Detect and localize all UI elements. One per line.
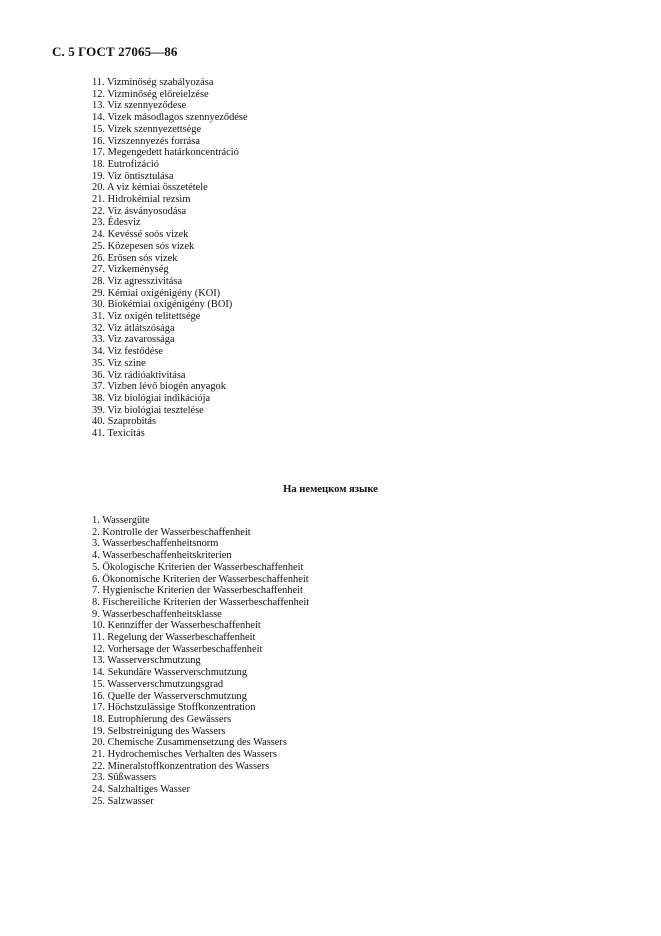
list-item: 14. Vizek másodlagos szennyeződése: [92, 112, 248, 124]
list-item: 32. Viz átlátszósága: [92, 322, 175, 334]
list-item: 24. Kevéssé soós vizek: [92, 229, 189, 241]
list-item: 29. Kémiai oxigénigény (KOI): [92, 287, 221, 299]
list-item: 25. Salzwasser: [92, 795, 154, 807]
page-header: С. 5 ГОСТ 27065—86: [52, 44, 178, 59]
list-item: 35. Viz szine: [92, 357, 146, 369]
list-item: 21. Hidrokémial rezsim: [92, 194, 191, 206]
list-item: 4. Wasserbeschaffenheitskriterien: [92, 550, 232, 562]
list-item: 36. Viz rádióaktivitása: [92, 369, 186, 381]
list-item: 31. Viz oxigén telitettsége: [92, 311, 201, 323]
list-item: 20. A viz kémiai összetétele: [92, 182, 208, 194]
list-item: 23. Édesviz: [92, 217, 141, 229]
list-item: 9. Wasserbeschaffenheitsklasse: [92, 608, 222, 620]
list-item: 30. Biokémiai oxigénigény (BOI): [92, 299, 233, 311]
list-item: 7. Hygienische Kriterien der Wasserbeschaffenheit: [92, 585, 303, 597]
list-item: 22. Mineralstoffkonzentration des Wassers: [92, 760, 270, 772]
list-item: 16. Vizszennyezés forrása: [92, 135, 200, 147]
list-item: 33. Viz zavarossága: [92, 334, 175, 346]
list-item: 15. Wasserverschmutzungsgrad: [92, 678, 224, 690]
list-item: 20. Chemische Zusammensetzung des Wassers: [92, 737, 287, 749]
list-item: 22. Viz ásványosodása: [92, 205, 187, 217]
list-item: 10. Kennziffer der Wasserbeschaffenheit: [92, 620, 261, 632]
list-item: 8. Fischereiliche Kriterien der Wasserbeschaffenheit: [92, 596, 310, 608]
list-item: 5. Ökologische Kriterien der Wasserbeschaffenheit: [92, 561, 304, 573]
list-item: 13. Viz szennyeződese: [92, 100, 187, 112]
list-item: 28. Viz agresszivitása: [92, 275, 183, 287]
list-item: 11. Vizminőség szabályozása: [92, 77, 214, 88]
list-item: 27. Vizkeménység: [92, 264, 169, 276]
list-item: 41. Texicitás: [92, 428, 145, 440]
list-item: 25. Közepesen sós vizek: [92, 240, 195, 252]
list-item: 12. Vizminőség előreielzése: [92, 88, 209, 100]
list-item: 17. Megengedett határkoncentráció: [92, 147, 239, 159]
list-item: 14. Sekundäre Wasserverschmutzung: [92, 667, 248, 679]
list-item: 11. Regelung der Wasserbeschaffenheit: [92, 632, 256, 644]
list-item: 15. Vizek szennyezettsége: [92, 123, 202, 135]
list-item: 18. Eutrophierung des Gewässers: [92, 713, 232, 725]
list-item: 34. Viz festődése: [92, 346, 164, 358]
list-item: 6. Ökonomische Kriterien der Wasserbeschaffenheit: [92, 573, 309, 585]
list-item: 37. Vizben lévő biogén anyagok: [92, 381, 226, 393]
list-item: 2. Kontrolle der Wasserbeschaffenheit: [92, 526, 251, 538]
list-item: 39. Viz biológiai tesztelése: [92, 404, 204, 416]
list-item: 38. Viz biológiai indikációja: [92, 392, 211, 404]
list-item: 17. Höchstzulässige Stoffkonzentration: [92, 702, 256, 714]
list-item: 16. Quelle der Wasserverschmutzung: [92, 690, 247, 702]
list-item: 12. Vorhersage der Wasserbeschaffenheit: [92, 643, 263, 655]
hungarian-terms-list: [92, 77, 248, 440]
list-item: 23. Süßwassers: [92, 772, 157, 784]
list-item: 40. Szaprobitás: [92, 416, 157, 428]
list-item: 1. Wassergüte: [92, 515, 150, 526]
list-item: 19. Viz öntisztulása: [92, 170, 174, 182]
german-section-heading: На немецком языке: [283, 484, 378, 495]
list-item: 24. Salzhaltiges Wasser: [92, 784, 190, 796]
list-item: 13. Wasserverschmutzung: [92, 655, 201, 667]
list-item: 3. Wasserbeschaffenheitsnorm: [92, 538, 219, 550]
german-terms-list: [92, 515, 309, 808]
list-item: 19. Selbstreinigung des Wassers: [92, 725, 226, 737]
list-item: 21. Hydrochemisches Verhalten des Wassers: [92, 749, 277, 761]
list-item: 18. Eutrofizáció: [92, 158, 159, 170]
list-item: 26. Erősen sós vizek: [92, 252, 178, 264]
